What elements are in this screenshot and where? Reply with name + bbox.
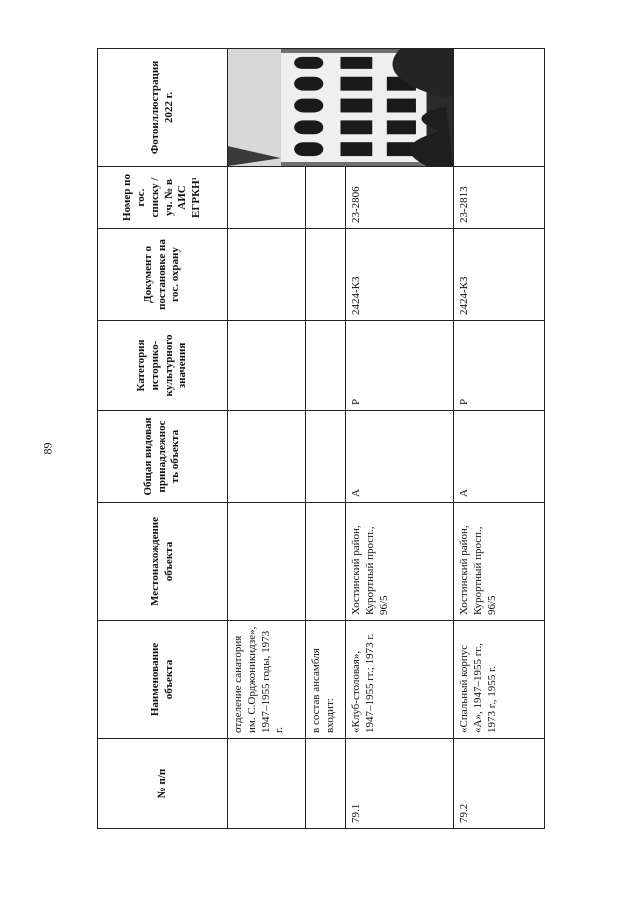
cell-document: 2424-КЗ — [454, 229, 545, 321]
heritage-table — [97, 48, 545, 829]
header-row — [98, 49, 228, 829]
cell-location — [306, 503, 346, 621]
building-photo-image — [228, 49, 453, 166]
cell-document: 2424-КЗ — [346, 229, 454, 321]
cell-num: 79.1 — [346, 739, 454, 829]
header-document: Документ о постановке на гос. охрану — [98, 229, 228, 321]
cell-location: Хостинский район, Курортный просп., 96/5 — [454, 503, 545, 621]
cell-location — [228, 503, 306, 621]
header-location: Местонахождение объекта — [98, 503, 228, 621]
cell-type — [306, 411, 346, 503]
cell-reg-number: 23-2813 — [454, 167, 545, 229]
header-name: Наименование объекта — [98, 621, 228, 739]
cell-category — [228, 321, 306, 411]
cell-name: «Клуб-столовая», 1947–1955 гг.; 1973 г. — [346, 621, 454, 739]
cell-num — [228, 739, 306, 829]
cell-category: Р — [346, 321, 454, 411]
cell-reg-number — [228, 167, 306, 229]
cell-num: 79.2 — [454, 739, 545, 829]
header-reg-number: Номер по гос. списку /уч. № в АИС ЕГРКН¹ — [98, 167, 228, 229]
cell-name: отделение санатория им. С.Орджоникидзе», 1947–1955 годы, 1973 г. — [228, 621, 306, 739]
cell-category: Р — [454, 321, 545, 411]
rotated-table-container — [97, 49, 544, 829]
header-num: № п/п — [98, 739, 228, 829]
page-number: 89 — [40, 442, 55, 455]
header-photo: Фотоиллюстрация 2022 г. — [98, 49, 228, 167]
cell-photo-empty — [454, 49, 545, 167]
cell-name: «Спальный корпус «А», 1947–1955 гг., 1973 г., 1955 г. — [454, 621, 545, 739]
cell-type: А — [346, 411, 454, 503]
photo-cell — [228, 49, 454, 167]
cell-document — [228, 229, 306, 321]
header-category: Категория историко-культурного значения — [98, 321, 228, 411]
building-photo — [228, 49, 453, 166]
cell-reg-number — [306, 167, 346, 229]
cell-num — [306, 739, 346, 829]
cell-name: в состав ансамбля входит: — [306, 621, 346, 739]
cell-type — [228, 411, 306, 503]
cell-location: Хостинский район, Курортный просп., 96/5 — [346, 503, 454, 621]
cell-document — [306, 229, 346, 321]
cell-reg-number: 23-2806 — [346, 167, 454, 229]
header-type: Общая видовая принадлежнос ть объекта — [98, 411, 228, 503]
table-row — [228, 49, 306, 829]
table-row — [454, 49, 545, 829]
cell-category — [306, 321, 346, 411]
cell-type: А — [454, 411, 545, 503]
